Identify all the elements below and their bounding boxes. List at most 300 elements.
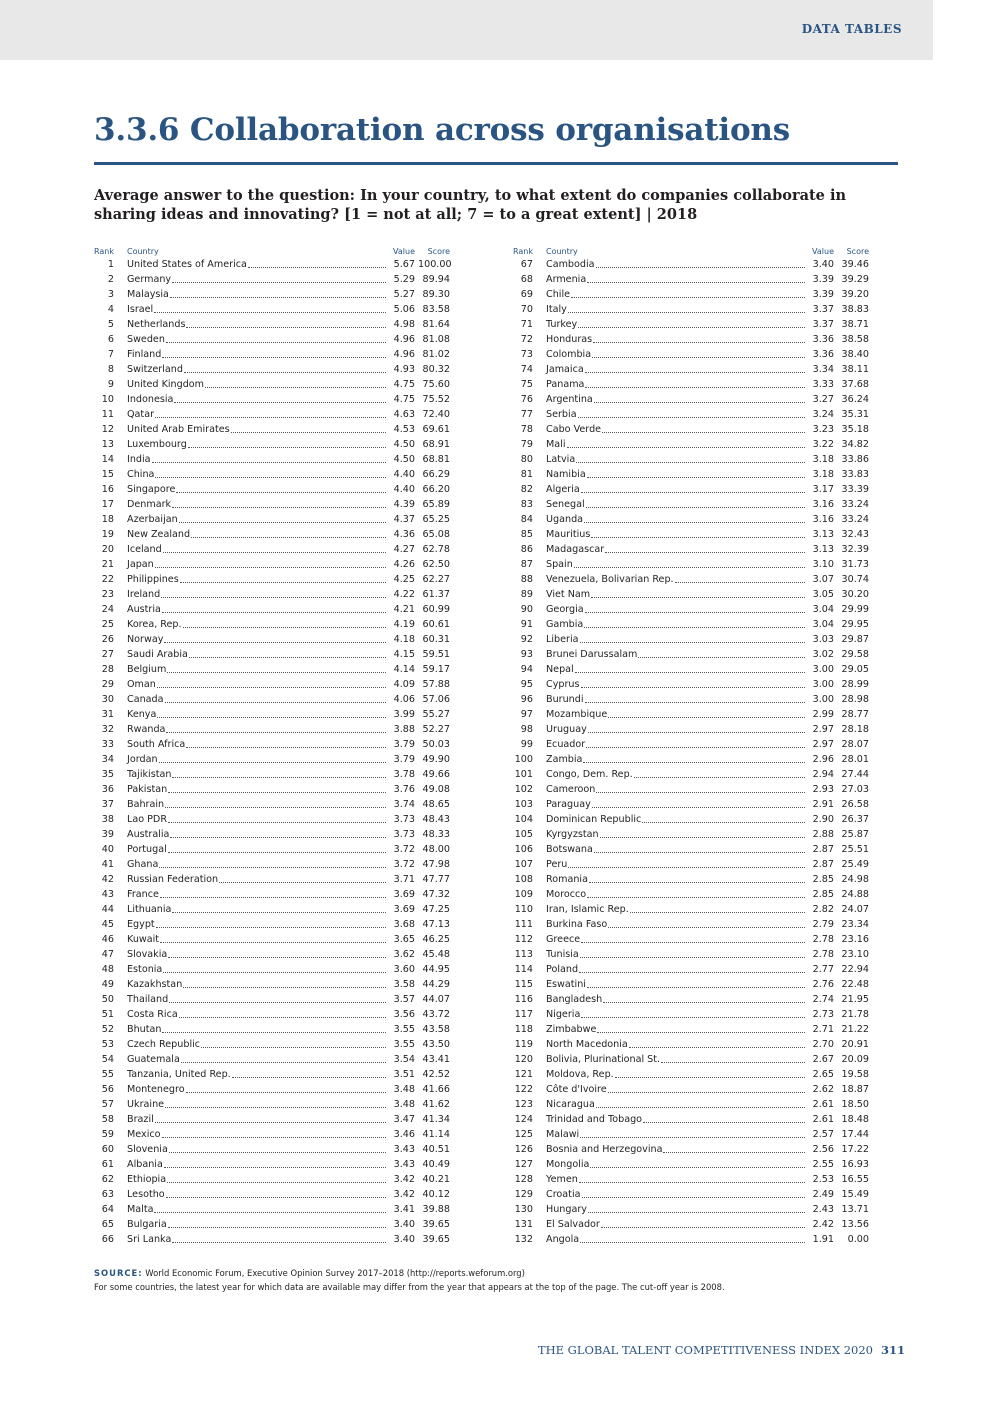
dot-leader	[172, 1242, 386, 1243]
score-cell: 25.49	[841, 859, 869, 870]
country-name: Slovenia	[127, 1144, 168, 1155]
table-row	[513, 601, 869, 616]
dot-leader	[571, 297, 805, 298]
country-header: Country	[546, 247, 578, 256]
country-cell	[127, 558, 387, 571]
score-cell: 47.25	[422, 904, 450, 915]
score-cell: 28.77	[841, 709, 869, 720]
rank-cell: 130	[514, 1204, 533, 1215]
country-name: Lao PDR	[127, 814, 167, 825]
table-row	[94, 901, 450, 916]
country-cell	[127, 543, 387, 556]
value-cell: 5.06	[393, 304, 415, 315]
dot-leader	[181, 1062, 386, 1063]
country-cell	[546, 393, 806, 406]
dot-leader	[596, 267, 805, 268]
rank-cell: 108	[514, 874, 533, 885]
table-row	[94, 1156, 450, 1171]
country-name: Nigeria	[546, 1009, 581, 1020]
rank-cell: 92	[520, 634, 533, 645]
country-cell	[546, 918, 806, 931]
dot-leader	[167, 1182, 386, 1183]
rank-cell: 81	[520, 469, 533, 480]
score-cell: 28.07	[841, 739, 869, 750]
score-cell: 41.66	[422, 1084, 450, 1095]
value-cell: 3.58	[393, 979, 415, 990]
score-cell: 43.50	[422, 1039, 450, 1050]
score-cell: 33.24	[841, 499, 869, 510]
rank-cell: 31	[101, 709, 114, 720]
table-row	[94, 856, 450, 871]
table-row	[94, 496, 450, 511]
score-cell: 23.16	[841, 934, 869, 945]
rank-header: Rank	[94, 247, 114, 256]
score-cell: 49.08	[422, 784, 450, 795]
score-cell: 35.18	[841, 424, 869, 435]
country-cell	[127, 273, 387, 286]
score-cell: 22.94	[841, 964, 869, 975]
rank-cell: 129	[514, 1189, 533, 1200]
country-cell	[546, 963, 806, 976]
country-cell	[546, 753, 806, 766]
country-cell	[546, 813, 806, 826]
value-cell: 2.87	[812, 859, 834, 870]
table-row	[94, 481, 450, 496]
value-header: Value	[393, 247, 415, 256]
country-name: El Salvador	[546, 1219, 600, 1230]
country-cell	[127, 963, 387, 976]
table-row	[94, 541, 450, 556]
country-name: Mozambique	[546, 709, 608, 720]
value-cell: 3.00	[812, 679, 834, 690]
rank-cell: 104	[514, 814, 533, 825]
country-name: China	[127, 469, 155, 480]
country-name: Philippines	[127, 574, 179, 585]
value-cell: 3.43	[393, 1144, 415, 1155]
rank-cell: 36	[101, 784, 114, 795]
country-cell	[546, 258, 806, 271]
value-cell: 4.39	[393, 499, 415, 510]
score-cell: 34.82	[841, 439, 869, 450]
table-row	[513, 481, 869, 496]
country-name: Tunisia	[546, 949, 579, 960]
dot-leader	[155, 417, 386, 418]
value-cell: 2.97	[812, 739, 834, 750]
score-cell: 52.27	[422, 724, 450, 735]
country-cell	[546, 423, 806, 436]
ranking-table-right	[513, 243, 869, 1246]
country-name: France	[127, 889, 159, 900]
value-cell: 4.18	[393, 634, 415, 645]
score-cell: 60.31	[422, 634, 450, 645]
value-cell: 2.78	[812, 934, 834, 945]
dot-leader	[584, 522, 805, 523]
country-cell	[546, 1083, 806, 1096]
country-cell	[546, 318, 806, 331]
rank-cell: 18	[101, 514, 114, 525]
dot-leader	[161, 597, 386, 598]
table-row	[94, 1006, 450, 1021]
country-cell	[127, 723, 387, 736]
table-row	[94, 811, 450, 826]
score-cell: 65.08	[422, 529, 450, 540]
value-cell: 3.10	[812, 559, 834, 570]
dot-leader	[172, 507, 386, 508]
rank-cell: 112	[514, 934, 533, 945]
score-cell: 20.91	[841, 1039, 869, 1050]
country-cell	[546, 798, 806, 811]
title-rule	[94, 162, 898, 165]
value-cell: 3.79	[393, 739, 415, 750]
table-row	[94, 736, 450, 751]
country-name: Brazil	[127, 1114, 154, 1125]
dot-leader	[578, 327, 805, 328]
table-row	[94, 871, 450, 886]
country-name: Botswana	[546, 844, 593, 855]
score-cell: 36.24	[841, 394, 869, 405]
rank-cell: 96	[520, 694, 533, 705]
value-cell: 2.49	[812, 1189, 834, 1200]
dot-leader	[170, 297, 386, 298]
dot-leader	[201, 1047, 386, 1048]
value-cell: 4.40	[393, 469, 415, 480]
rank-cell: 91	[520, 619, 533, 630]
dot-leader	[232, 1077, 386, 1078]
country-cell	[127, 753, 387, 766]
country-cell	[127, 813, 387, 826]
rank-cell: 61	[101, 1159, 114, 1170]
dot-leader	[169, 1002, 386, 1003]
dot-leader	[615, 1077, 805, 1078]
table-row	[513, 1186, 869, 1201]
value-cell: 3.02	[812, 649, 834, 660]
value-cell: 3.33	[812, 379, 834, 390]
dot-leader	[594, 402, 805, 403]
score-cell: 29.95	[841, 619, 869, 630]
dot-leader	[629, 1047, 805, 1048]
value-cell: 4.98	[393, 319, 415, 330]
header-band	[0, 0, 933, 60]
table-row	[513, 571, 869, 586]
dot-leader	[165, 807, 386, 808]
value-cell: 3.23	[812, 424, 834, 435]
rank-cell: 11	[101, 409, 114, 420]
score-cell: 49.90	[422, 754, 450, 765]
score-cell: 66.29	[422, 469, 450, 480]
country-name: Liberia	[546, 634, 579, 645]
score-cell: 29.87	[841, 634, 869, 645]
value-cell: 3.71	[393, 874, 415, 885]
country-name: Zambia	[546, 754, 583, 765]
country-name: Viet Nam	[546, 589, 591, 600]
rank-cell: 65	[101, 1219, 114, 1230]
dot-leader	[630, 912, 805, 913]
table-row	[513, 316, 869, 331]
country-cell	[546, 558, 806, 571]
value-cell: 3.00	[812, 664, 834, 675]
country-cell	[127, 363, 387, 376]
dot-leader	[638, 657, 805, 658]
table-row	[94, 1186, 450, 1201]
score-cell: 24.88	[841, 889, 869, 900]
rank-cell: 67	[520, 259, 533, 270]
value-cell: 2.77	[812, 964, 834, 975]
rank-cell: 98	[520, 724, 533, 735]
page-footer	[538, 1343, 905, 1357]
country-name: Canada	[127, 694, 164, 705]
score-cell: 40.12	[422, 1189, 450, 1200]
table-row	[94, 331, 450, 346]
country-name: Cabo Verde	[546, 424, 602, 435]
table-row	[513, 961, 869, 976]
score-cell: 72.40	[422, 409, 450, 420]
score-cell: 62.50	[422, 559, 450, 570]
rank-cell: 25	[101, 619, 114, 630]
rank-cell: 102	[514, 784, 533, 795]
country-name: Denmark	[127, 499, 172, 510]
country-cell	[546, 408, 806, 421]
table-row	[94, 1021, 450, 1036]
table-row	[94, 1036, 450, 1051]
dot-leader	[166, 1197, 386, 1198]
country-cell	[546, 438, 806, 451]
country-cell	[546, 603, 806, 616]
value-cell: 2.97	[812, 724, 834, 735]
score-cell: 24.07	[841, 904, 869, 915]
country-cell	[546, 1218, 806, 1231]
dot-leader	[587, 987, 805, 988]
country-cell	[546, 663, 806, 676]
rank-cell: 111	[514, 919, 533, 930]
country-name: Slovakia	[127, 949, 168, 960]
country-name: Croatia	[546, 1189, 581, 1200]
country-name: Armenia	[546, 274, 587, 285]
rank-cell: 4	[107, 304, 114, 315]
score-cell: 40.21	[422, 1174, 450, 1185]
value-cell: 3.46	[393, 1129, 415, 1140]
country-name: Jordan	[127, 754, 158, 765]
country-cell	[546, 843, 806, 856]
publication-title: THE GLOBAL TALENT COMPETITIVENESS INDEX 2020	[537, 1343, 873, 1357]
value-cell: 3.37	[812, 319, 834, 330]
country-cell	[546, 543, 806, 556]
table-row	[94, 991, 450, 1006]
country-cell	[546, 1053, 806, 1066]
source-text: World Economic Forum, Executive Opinion Survey 2017–2018 (http://reports.weforum.org)	[145, 1268, 525, 1278]
table-row	[94, 1096, 450, 1111]
country-name: Namibia	[546, 469, 586, 480]
table-row	[513, 511, 869, 526]
score-cell: 27.03	[841, 784, 869, 795]
rank-cell: 19	[101, 529, 114, 540]
score-cell: 57.88	[422, 679, 450, 690]
table-row	[513, 991, 869, 1006]
table-row	[94, 1231, 450, 1246]
score-cell: 38.11	[841, 364, 869, 375]
table-row	[94, 466, 450, 481]
country-cell	[546, 1128, 806, 1141]
score-cell: 25.87	[841, 829, 869, 840]
rank-cell: 57	[101, 1099, 114, 1110]
country-name: Peru	[546, 859, 568, 870]
country-name: Cameroon	[546, 784, 596, 795]
country-name: Kuwait	[127, 934, 160, 945]
table-row	[513, 976, 869, 991]
dot-leader	[172, 912, 386, 913]
dot-leader	[581, 492, 805, 493]
dot-leader	[642, 822, 805, 823]
rank-cell: 100	[514, 754, 533, 765]
rank-cell: 37	[101, 799, 114, 810]
value-cell: 3.17	[812, 484, 834, 495]
value-cell: 3.13	[812, 544, 834, 555]
country-name: Latvia	[546, 454, 576, 465]
dot-leader	[186, 1092, 386, 1093]
country-cell	[127, 918, 387, 931]
country-cell	[127, 378, 387, 391]
country-cell	[546, 348, 806, 361]
country-cell	[127, 318, 387, 331]
table-row	[513, 661, 869, 676]
table-row	[94, 826, 450, 841]
dot-leader	[160, 897, 386, 898]
dot-leader	[579, 1182, 805, 1183]
country-name: Ireland	[127, 589, 161, 600]
country-name: Venezuela, Bolivarian Rep.	[546, 574, 674, 585]
rank-cell: 99	[520, 739, 533, 750]
table-row	[94, 256, 450, 271]
country-cell	[127, 903, 387, 916]
table-row	[94, 436, 450, 451]
score-cell: 48.00	[422, 844, 450, 855]
value-cell: 4.19	[393, 619, 415, 630]
country-cell	[546, 618, 806, 631]
table-row	[94, 646, 450, 661]
dot-leader	[184, 372, 386, 373]
dot-leader	[597, 1032, 805, 1033]
value-cell: 3.72	[393, 859, 415, 870]
value-cell: 2.88	[812, 829, 834, 840]
score-cell: 38.58	[841, 334, 869, 345]
dot-leader	[168, 792, 386, 793]
country-name: Indonesia	[127, 394, 174, 405]
country-cell	[546, 1188, 806, 1201]
country-name: Korea, Rep.	[127, 619, 182, 630]
value-cell: 3.39	[812, 289, 834, 300]
country-name: Italy	[546, 304, 567, 315]
value-cell: 3.16	[812, 499, 834, 510]
country-cell	[127, 1023, 387, 1036]
country-cell	[546, 978, 806, 991]
country-name: Burundi	[546, 694, 584, 705]
value-cell: 2.71	[812, 1024, 834, 1035]
value-cell: 3.69	[393, 904, 415, 915]
table-row	[513, 361, 869, 376]
country-cell	[127, 438, 387, 451]
score-cell: 40.49	[422, 1159, 450, 1170]
country-cell	[127, 1128, 387, 1141]
value-cell: 3.79	[393, 754, 415, 765]
value-cell: 3.88	[393, 724, 415, 735]
score-cell: 75.60	[422, 379, 450, 390]
country-name: Egypt	[127, 919, 155, 930]
rank-cell: 33	[101, 739, 114, 750]
score-cell: 65.25	[422, 514, 450, 525]
score-cell: 18.87	[841, 1084, 869, 1095]
country-cell	[127, 738, 387, 751]
dot-leader	[608, 1092, 805, 1093]
value-cell: 3.05	[812, 589, 834, 600]
score-cell: 43.41	[422, 1054, 450, 1065]
rank-cell: 16	[101, 484, 114, 495]
table-row	[513, 706, 869, 721]
rank-cell: 71	[520, 319, 533, 330]
value-cell: 3.48	[393, 1084, 415, 1095]
country-cell	[127, 843, 387, 856]
rank-cell: 55	[101, 1069, 114, 1080]
score-cell: 27.44	[841, 769, 869, 780]
value-cell: 2.53	[812, 1174, 834, 1185]
value-cell: 1.91	[812, 1234, 834, 1245]
dot-leader	[167, 672, 386, 673]
score-cell: 44.07	[422, 994, 450, 1005]
country-name: Switzerland	[127, 364, 183, 375]
value-cell: 2.61	[812, 1099, 834, 1110]
score-cell: 41.14	[422, 1129, 450, 1140]
country-cell	[127, 1083, 387, 1096]
rank-cell: 8	[107, 364, 114, 375]
country-cell	[546, 363, 806, 376]
country-name: Norway	[127, 634, 164, 645]
country-cell	[127, 1068, 387, 1081]
value-cell: 3.69	[393, 889, 415, 900]
dot-leader	[188, 447, 386, 448]
country-cell	[127, 948, 387, 961]
country-cell	[546, 903, 806, 916]
table-row	[513, 946, 869, 961]
dot-leader	[634, 777, 805, 778]
value-cell: 3.48	[393, 1099, 415, 1110]
country-name: Uganda	[546, 514, 584, 525]
country-name: Ghana	[127, 859, 159, 870]
score-cell: 24.98	[841, 874, 869, 885]
rank-cell: 78	[520, 424, 533, 435]
rank-cell: 64	[101, 1204, 114, 1215]
country-cell	[546, 1143, 806, 1156]
score-cell: 47.98	[422, 859, 450, 870]
dot-leader	[165, 1107, 386, 1108]
country-cell	[546, 933, 806, 946]
source-label: SOURCE:	[94, 1268, 143, 1278]
table-row	[513, 751, 869, 766]
country-name: Tajikistan	[127, 769, 172, 780]
country-name: Yemen	[546, 1174, 578, 1185]
country-cell	[546, 1023, 806, 1036]
country-name: Bosnia and Herzegovina	[546, 1144, 663, 1155]
table-row	[513, 1231, 869, 1246]
dot-leader	[575, 672, 805, 673]
score-cell: 47.13	[422, 919, 450, 930]
dot-leader	[581, 942, 805, 943]
score-cell: 45.48	[422, 949, 450, 960]
table-row	[94, 1171, 450, 1186]
country-name: Congo, Dem. Rep.	[546, 769, 633, 780]
dot-leader	[580, 642, 806, 643]
country-cell	[127, 768, 387, 781]
country-name: Chile	[546, 289, 571, 300]
table-row	[94, 946, 450, 961]
country-name: Mongolia	[546, 1159, 590, 1170]
